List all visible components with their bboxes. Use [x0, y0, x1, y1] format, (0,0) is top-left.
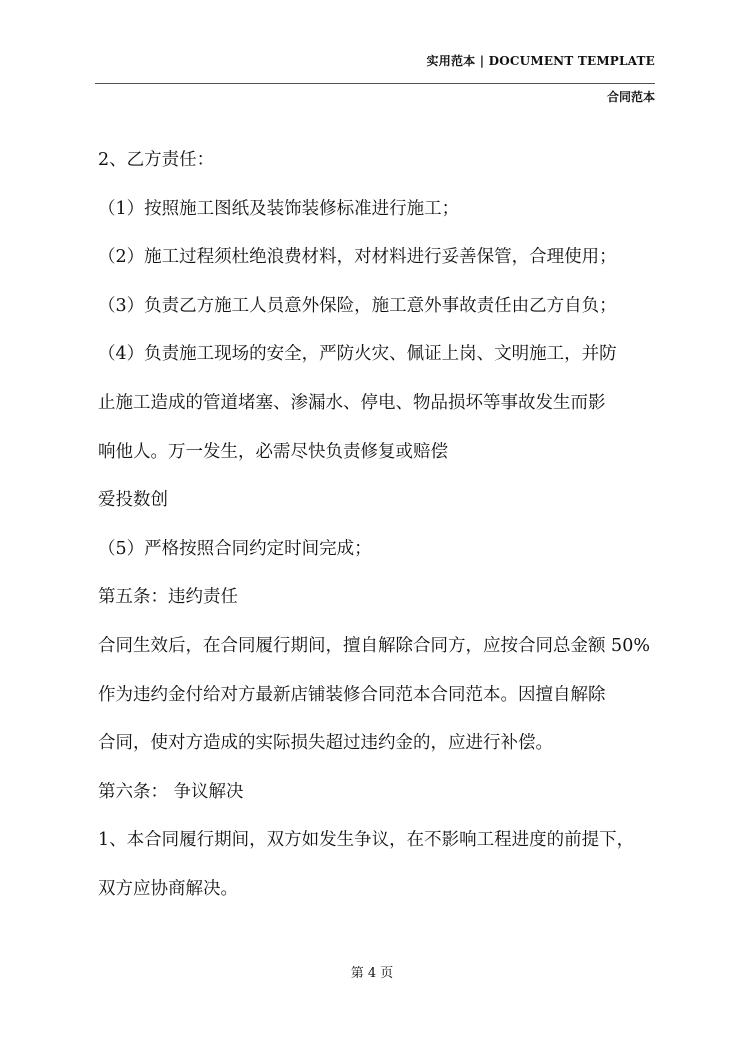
section-heading: 2、乙方责任：	[98, 150, 215, 170]
clause-line: （5）严格按照合同约定时间完成；	[98, 538, 372, 559]
clause-line: （1）按照施工图纸及装饰装修标准进行施工；	[98, 198, 460, 219]
document-body	[98, 140, 658, 918]
header-subtitle: 合同范本	[606, 90, 655, 104]
page-header	[95, 0, 655, 105]
clause-line: 响他人。万一发生，必需尽快负责修复或赔偿	[98, 441, 448, 462]
paragraph-line: 1、本合同履行期间，双方如发生争议，在不影响工程进度的前提下，	[98, 830, 635, 851]
paragraph-line: 双方应协商解决。	[98, 878, 238, 899]
clause-line: 止施工造成的管道堵塞、渗漏水、停电、物品损坏等事故发生而影	[98, 392, 606, 413]
header-divider	[95, 83, 655, 84]
paragraph-line: 作为违约金付给对方最新店铺装修合同范本合同范本。因擅自解除	[98, 684, 606, 705]
article-heading: 第六条： 争议解决	[98, 781, 244, 802]
clause-line: （3）负责乙方施工人员意外保险，施工意外事故责任由乙方自负；	[98, 295, 617, 316]
paragraph-line: 合同生效后，在合同履行期间，擅自解除合同方，应按合同总金额 50%	[98, 635, 650, 656]
clause-line: （4）负责施工现场的安全，严防火灾、佩证上岗、文明施工，并防	[98, 344, 617, 365]
inserted-text: 爱投数创	[98, 490, 168, 511]
paragraph-line: 合同，使对方造成的实际损失超过违约金的，应进行补偿。	[98, 733, 553, 754]
page-number: 第 4 页	[350, 966, 394, 981]
header-title: 实用范本 | DOCUMENT TEMPLATE	[426, 54, 655, 68]
article-heading: 第五条：违约责任	[98, 587, 238, 608]
clause-line: （2）施工过程须杜绝浪费材料，对材料进行妥善保管，合理使用；	[98, 247, 617, 268]
